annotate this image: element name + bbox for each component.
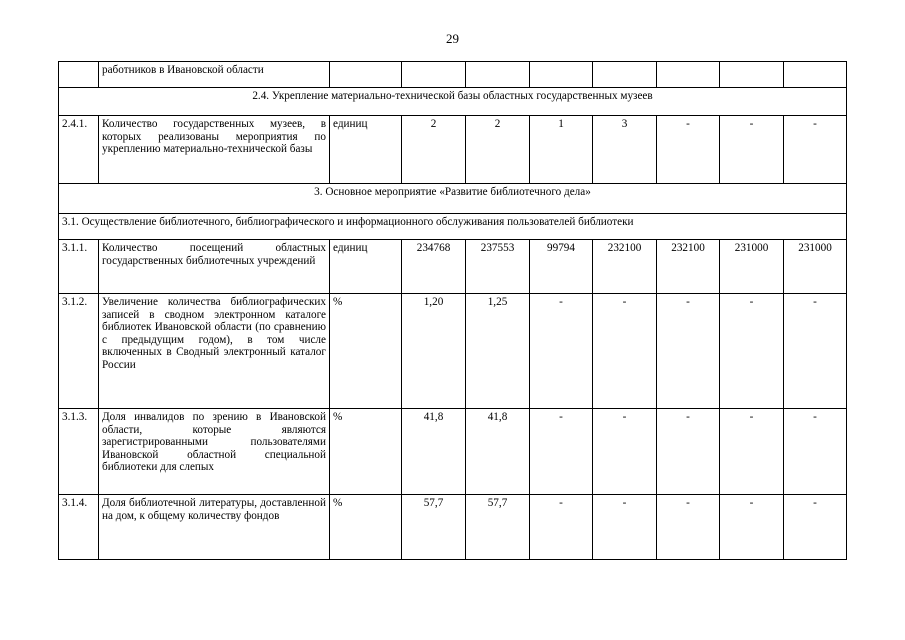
value-cell xyxy=(784,62,847,88)
value-cell: 231000 xyxy=(720,240,784,294)
value-cell: 2 xyxy=(402,116,466,184)
indicator-description: Количество государственных музеев, в которых реализованы мероприятия по укреплению материально-технической базы xyxy=(99,116,330,184)
value-cell: - xyxy=(720,409,784,495)
value-cell: - xyxy=(593,409,657,495)
value-cell xyxy=(530,62,593,88)
unit-cell xyxy=(330,62,402,88)
value-cell: - xyxy=(530,495,593,560)
unit-cell: % xyxy=(330,495,402,560)
section-heading-row xyxy=(59,184,847,214)
value-cell: - xyxy=(593,294,657,409)
row-number: 3.1.1. xyxy=(59,240,99,294)
row-number: 3.1.3. xyxy=(59,409,99,495)
table-row xyxy=(59,294,847,409)
value-cell: 41,8 xyxy=(402,409,466,495)
value-cell: 234768 xyxy=(402,240,466,294)
value-cell: - xyxy=(784,294,847,409)
value-cell: - xyxy=(784,409,847,495)
value-cell: - xyxy=(784,495,847,560)
table-row xyxy=(59,240,847,294)
indicator-description: Доля библиотечной литературы, доставленной на дом, к общему количеству фондов xyxy=(99,495,330,560)
indicator-description: Доля инвалидов по зрению в Ивановской области, которые являются зарегистрированными пользователями Ивановской областной специальной библиотеки для слепых xyxy=(99,409,330,495)
value-cell: 41,8 xyxy=(466,409,530,495)
value-cell: - xyxy=(657,495,720,560)
table-row xyxy=(59,495,847,560)
value-cell: - xyxy=(720,294,784,409)
unit-cell: единиц xyxy=(330,240,402,294)
value-cell: 232100 xyxy=(593,240,657,294)
unit-cell: % xyxy=(330,409,402,495)
value-cell: 237553 xyxy=(466,240,530,294)
indicator-description: работников в Ивановской области xyxy=(99,62,330,88)
value-cell: 2 xyxy=(466,116,530,184)
value-cell: - xyxy=(530,294,593,409)
row-number: 3.1.2. xyxy=(59,294,99,409)
value-cell: - xyxy=(720,116,784,184)
section-heading: 2.4. Укрепление материально-технической базы областных государственных музеев xyxy=(59,88,847,116)
value-cell: 231000 xyxy=(784,240,847,294)
row-number: 3.1.4. xyxy=(59,495,99,560)
section-heading: 3. Основное мероприятие «Развитие библиотечного дела» xyxy=(59,184,847,214)
section-heading-row xyxy=(59,88,847,116)
value-cell: - xyxy=(530,409,593,495)
value-cell: 1 xyxy=(530,116,593,184)
table-row xyxy=(59,62,847,88)
value-cell: - xyxy=(720,495,784,560)
value-cell: 99794 xyxy=(530,240,593,294)
table-body xyxy=(59,62,847,560)
page-number: 29 xyxy=(446,31,459,46)
table-row xyxy=(59,409,847,495)
indicator-description: Количество посещений областных государственных библиотечных учреждений xyxy=(99,240,330,294)
value-cell xyxy=(720,62,784,88)
value-cell: 3 xyxy=(593,116,657,184)
table-row xyxy=(59,116,847,184)
unit-cell: единиц xyxy=(330,116,402,184)
value-cell xyxy=(657,62,720,88)
value-cell xyxy=(593,62,657,88)
value-cell: - xyxy=(593,495,657,560)
row-number xyxy=(59,62,99,88)
value-cell: - xyxy=(657,294,720,409)
value-cell: - xyxy=(657,116,720,184)
value-cell: 1,25 xyxy=(466,294,530,409)
indicator-description: Увеличение количества библиографических записей в сводном электронном каталоге библиотек Ивановской области (по сравнению с предыдущим годом), в том числе включенных в Сводный электронный каталог России xyxy=(99,294,330,409)
value-cell xyxy=(402,62,466,88)
value-cell: 1,20 xyxy=(402,294,466,409)
unit-cell: % xyxy=(330,294,402,409)
value-cell: 57,7 xyxy=(402,495,466,560)
indicators-table xyxy=(58,61,847,560)
section-heading-row xyxy=(59,214,847,240)
value-cell: 57,7 xyxy=(466,495,530,560)
value-cell: 232100 xyxy=(657,240,720,294)
value-cell: - xyxy=(657,409,720,495)
value-cell: - xyxy=(784,116,847,184)
section-heading: 3.1. Осуществление библиотечного, библиографического и информационного обслуживания пользователей библиотеки xyxy=(59,214,847,240)
row-number: 2.4.1. xyxy=(59,116,99,184)
value-cell xyxy=(466,62,530,88)
